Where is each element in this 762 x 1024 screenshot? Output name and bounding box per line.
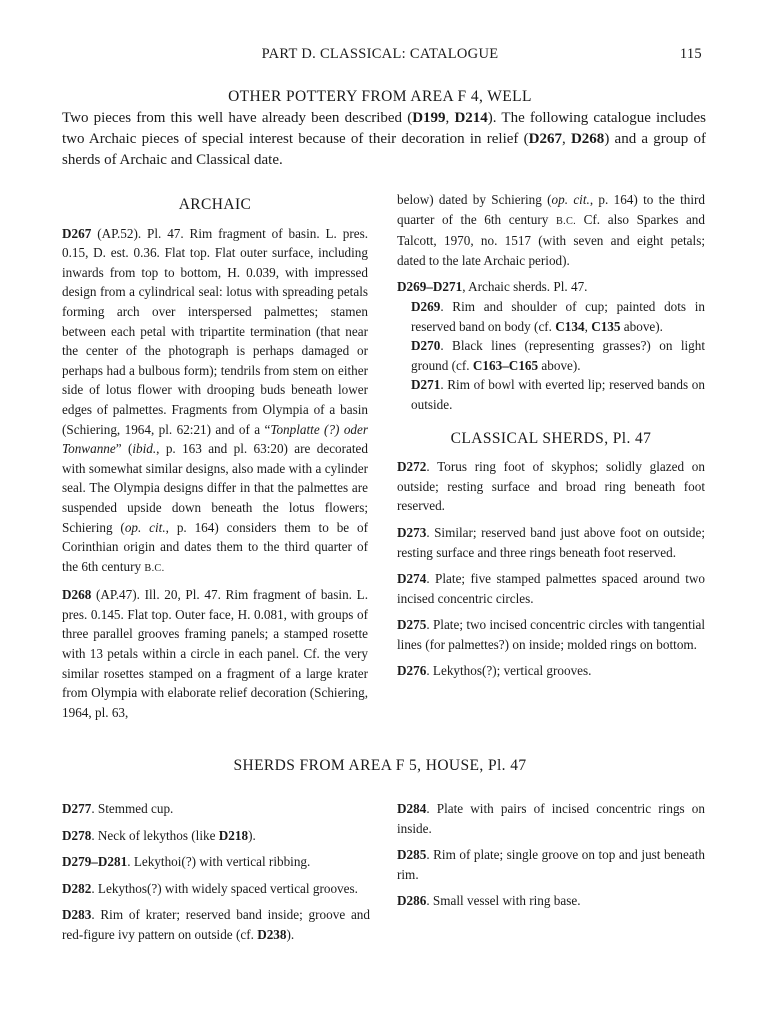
running-head-title: PART D. CLASSICAL: CATALOGUE xyxy=(261,46,499,62)
catalogue-ref: D214 xyxy=(454,110,488,126)
catalogue-ref: D268 xyxy=(570,131,605,147)
section-title-area-f4: OTHER POTTERY FROM AREA F 4, WELL xyxy=(228,88,532,105)
entry-text: . Small vessel with ring base. xyxy=(426,893,581,909)
entry-d283 xyxy=(62,905,370,944)
entry-d268 xyxy=(62,585,368,722)
section-title-area-f5: SHERDS FROM AREA F 5, HOUSE, Pl. 47 xyxy=(233,757,527,774)
entry-text: . Plate; five stamped palmettes spaced around two incised concentric circles. xyxy=(397,571,705,606)
entry-d276 xyxy=(397,661,705,681)
entry-italic: op. cit. xyxy=(551,192,590,207)
entry-id: D279–D281 xyxy=(62,854,128,870)
entry-text: . Rim of plate; single groove on top and just beneath rim. xyxy=(397,847,705,882)
entry-id: D274 xyxy=(397,571,427,587)
entry-text: , p. 164) considers them to be of Corinthian origin and dates them to the third quarter of the 6th century xyxy=(62,519,368,574)
entry-italic: Tonplatte (?) oder Tonwanne xyxy=(62,421,368,457)
entry-id: D268 xyxy=(62,587,92,603)
left-column xyxy=(62,195,368,729)
era-abbr: B.C. xyxy=(555,215,576,227)
entry-d279-d281 xyxy=(62,852,370,872)
intro-paragraph xyxy=(62,108,706,171)
entry-text: (AP.52). Pl. 47. Rim fragment of basin. L. pres. 0.15, D. est. 0.36. Flat top. Flat outer surface, including inwards from top to bottom, H. 0.039, with impressed design from a cylindrical seal: lotus with spreading petals forming arch over interspersed palmettes; stamen between each petal with tripartite termination (that near the center of the photograph is perhaps damaged or perhaps had a bulbous form); tendrils from stem on either side of lotus flower with drooping buds beneath lower edges of palmettes. Fragments from Olympia of a basin (Schiering, 1964, pl. 62:21) and of a “ xyxy=(62,225,368,437)
section2-left-column xyxy=(62,799,370,952)
entry-d272 xyxy=(397,457,705,516)
entry-text: above). xyxy=(538,357,581,373)
entry-id: D285 xyxy=(397,847,427,863)
entry-text: . Plate with pairs of incised concentric rings on inside. xyxy=(397,801,705,836)
entry-text: Cf. also Sparkes and Talcott, 1970, no. 1517 (with seven and eight petals; dated to the late Archaic period). xyxy=(397,211,705,268)
entry-d277 xyxy=(62,799,370,819)
catalogue-ref: D199 xyxy=(412,110,446,126)
entry-text: , p. 164) to the third quarter of the 6th century xyxy=(397,192,705,227)
entry-text: . Lekythos(?) with widely spaced vertical grooves. xyxy=(91,880,358,896)
intro-text: Two pieces from this well have already been described ( xyxy=(62,110,413,126)
entry-group-d269-d271 xyxy=(397,277,705,297)
entry-id: D284 xyxy=(397,801,427,816)
era-abbr: B.C. xyxy=(144,562,165,574)
entry-id: D277 xyxy=(62,801,92,816)
intro-text: , xyxy=(561,131,571,147)
catalogue-ref: C135 xyxy=(591,318,621,334)
entry-d268-continued xyxy=(397,190,705,270)
entry-text: ” ( xyxy=(115,441,133,457)
page-number: 115 xyxy=(679,46,702,62)
entry-d269 xyxy=(397,297,705,336)
entry-id: D273 xyxy=(397,524,427,540)
entry-text: ). xyxy=(286,926,295,942)
entry-id: D269–D271 xyxy=(397,279,463,295)
entry-text: . Lekythoi(?) with vertical ribbing. xyxy=(127,854,311,870)
entry-text: (AP.47). Ill. 20, Pl. 47. Rim fragment of basin. L. pres. 0.145. Flat top. Outer face, H. 0.081, with groups of three parallel grooves framing panels; a stamped rosette with 13 petals within a circle in each panel. Cf. the very similar rosettes stamped on a fragment of a large krater from Olympia with elaborate relief decoration (Schiering, 1964, pl. 63, xyxy=(62,587,368,720)
entry-text: , Archaic sherds. Pl. 47. xyxy=(462,279,588,295)
entry-text: , xyxy=(584,318,592,334)
entry-text: . Stemmed cup. xyxy=(91,801,174,816)
section2-right-column xyxy=(397,799,705,918)
entry-text: , p. 163 and pl. 63:20) are decorated with somewhat similar designs, also made with a cylinder seal. The Olympia designs differ in that the palmettes are suspended upside down beneath the lotus flowers; Schiering ( xyxy=(62,441,369,535)
entry-id: D286 xyxy=(397,893,427,909)
catalogue-ref: D238 xyxy=(257,926,287,942)
entry-text: . Similar; reserved band just above foot on outside; resting surface and three rings beneath foot reserved. xyxy=(397,524,705,560)
entry-d284 xyxy=(397,799,705,838)
entry-italic: ibid. xyxy=(132,441,157,457)
entry-text: . Rim of krater; reserved band inside; groove and red-figure ivy pattern on outside (cf. xyxy=(62,907,370,942)
intro-text: ). The following catalogue includes two Archaic pieces of special interest because of their decoration in relief ( xyxy=(62,110,706,147)
entry-id: D278 xyxy=(62,827,92,843)
entry-d286 xyxy=(397,891,705,911)
entry-text: below) dated by Schiering ( xyxy=(397,192,552,207)
right-column xyxy=(397,190,705,688)
catalogue-ref: D267 xyxy=(528,131,562,147)
entry-id: D269 xyxy=(411,298,441,314)
entry-d278 xyxy=(62,826,370,846)
entry-id: D270 xyxy=(411,338,441,354)
entry-d267 xyxy=(62,224,368,579)
entry-text: . Plate; two incised concentric circles with tangential lines (for palmettes?) on inside; molded rings on bottom. xyxy=(397,617,705,652)
entry-d282 xyxy=(62,879,370,899)
intro-text: ) and a group of sherds of Archaic and Classical date. xyxy=(62,131,707,168)
entry-text: . Lekythos(?); vertical grooves. xyxy=(426,663,592,679)
archaic-heading: ARCHAIC xyxy=(178,196,252,213)
entry-text: . Rim and shoulder of cup; painted dots in reserved band on body (cf. xyxy=(411,298,705,334)
catalogue-ref: C134 xyxy=(555,318,585,334)
entry-text: . Torus ring foot of skyphos; solidly glazed on outside; resting surface and broad ring beneath foot reserved. xyxy=(397,459,705,514)
catalogue-ref: C163–C165 xyxy=(472,357,539,373)
entry-id: D275 xyxy=(397,617,427,633)
entry-id: D271 xyxy=(411,377,441,393)
entry-text: . Rim of bowl with everted lip; reserved bands on outside. xyxy=(411,377,705,412)
catalogue-ref: D218 xyxy=(218,827,249,843)
entry-d285 xyxy=(397,845,705,884)
entry-id: D276 xyxy=(397,663,427,679)
entry-id: D283 xyxy=(62,907,92,923)
intro-text: , xyxy=(445,110,455,126)
entry-d275 xyxy=(397,615,705,654)
entry-text: above). xyxy=(620,318,663,334)
entry-d273 xyxy=(397,523,705,562)
entry-text: . Neck of lekythos (like xyxy=(91,827,219,843)
entry-text: . Black lines (representing grasses?) on light ground (cf. xyxy=(411,338,705,373)
entry-text: ). xyxy=(248,827,256,843)
entry-d270 xyxy=(397,336,705,375)
running-head xyxy=(58,46,702,66)
entry-italic: op. cit. xyxy=(124,519,166,535)
classical-sherds-heading: CLASSICAL SHERDS, Pl. 47 xyxy=(450,429,652,447)
entry-d274 xyxy=(397,569,705,608)
entry-id: D282 xyxy=(62,880,92,896)
entry-d271 xyxy=(397,375,705,414)
entry-id: D272 xyxy=(397,459,427,475)
entry-id: D267 xyxy=(62,225,92,241)
